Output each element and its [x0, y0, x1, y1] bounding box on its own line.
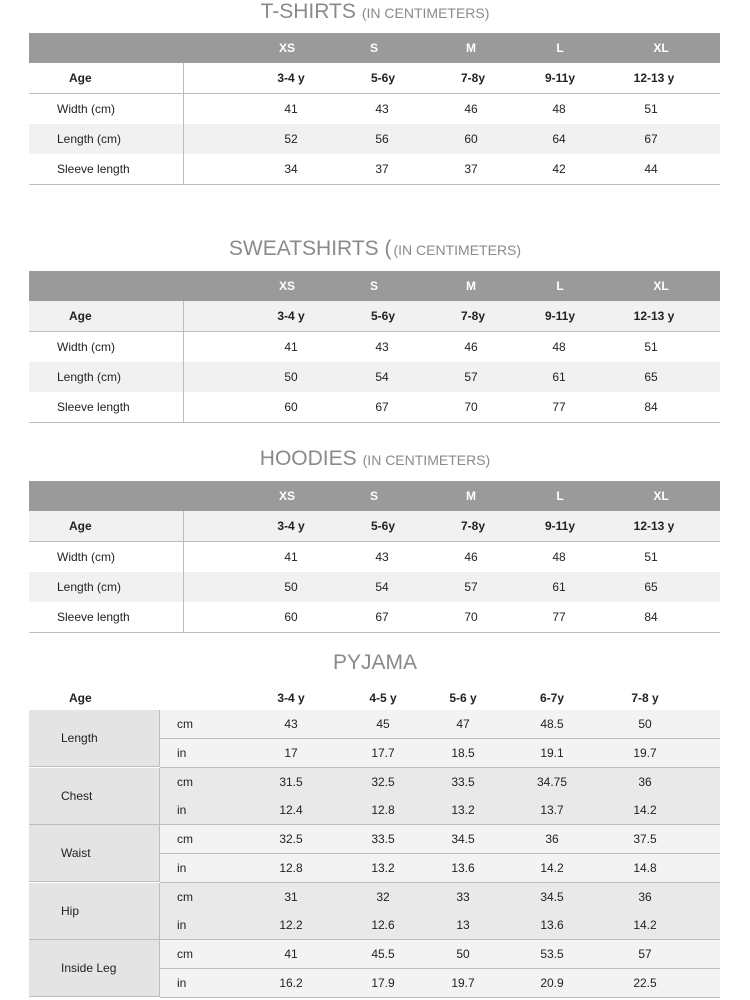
table-row — [29, 392, 720, 423]
cell: 70 — [464, 400, 478, 414]
cell: 37 — [464, 162, 478, 176]
pyjama-group-label-cell — [29, 940, 160, 997]
size-xl: XL — [653, 279, 669, 293]
row-label: Sleeve length — [57, 400, 130, 414]
cell: 41 — [284, 102, 298, 116]
cell: 50 — [456, 947, 470, 962]
cell: 48 — [552, 102, 566, 116]
pyjama-group — [29, 710, 720, 767]
cell: 46 — [464, 550, 478, 564]
hoodies-table — [29, 481, 720, 633]
row-label: Length (cm) — [57, 370, 122, 384]
table-row — [29, 362, 720, 393]
cell: 18.5 — [451, 745, 475, 760]
cell: 50 — [284, 370, 298, 384]
size-s: S — [369, 41, 379, 55]
cell: 12.8 — [371, 803, 395, 818]
table-row — [29, 124, 720, 155]
cell: 12.4 — [279, 803, 303, 818]
cell: 48 — [552, 550, 566, 564]
cell: 14.2 — [633, 803, 657, 818]
unit-label: in — [177, 975, 187, 990]
hoodies-title-main: HOODIES — [259, 447, 357, 470]
cell: 31.5 — [279, 774, 303, 789]
age-value: 6-7y — [539, 691, 565, 705]
cell: 57 — [464, 370, 478, 384]
cell: 12.2 — [279, 918, 303, 933]
unit-label: cm — [177, 832, 193, 847]
column-divider — [183, 511, 184, 633]
cell: 43 — [375, 102, 389, 116]
cell: 14.2 — [540, 860, 564, 875]
sweatshirts-title — [0, 237, 750, 261]
unit-label: in — [177, 803, 187, 818]
pyjama-row-cm — [160, 940, 720, 969]
size-header-row — [29, 271, 720, 301]
cell: 65 — [644, 580, 658, 594]
cell: 46 — [464, 340, 478, 354]
age-label: Age — [69, 309, 92, 323]
age-value: 12-13 y — [633, 519, 675, 533]
cell: 67 — [375, 400, 389, 414]
cell: 60 — [464, 132, 478, 146]
cell: 31 — [284, 889, 298, 904]
cell: 36 — [638, 774, 652, 789]
size-xs: XS — [278, 489, 296, 503]
pyjama-group-label: Hip — [61, 903, 80, 918]
row-label: Sleeve length — [57, 162, 130, 176]
age-value: 9-11y — [544, 71, 576, 85]
cell: 17.9 — [371, 975, 395, 990]
cell: 45 — [376, 717, 390, 731]
tshirts-table — [29, 33, 720, 185]
age-value: 4-5 y — [369, 691, 397, 705]
table-row — [29, 332, 720, 363]
hoodies-title-sub: (IN CENTIMETERS) — [362, 452, 491, 468]
age-value: 7-8 y — [631, 691, 659, 705]
pyjama-row-in — [160, 969, 720, 998]
pyjama-group-label-cell — [29, 883, 160, 940]
age-value: 7-8y — [460, 71, 486, 85]
cell: 67 — [375, 610, 389, 624]
cell: 33 — [456, 889, 470, 904]
sweatshirts-table — [29, 271, 720, 423]
tshirts-title-main: T-SHIRTS — [260, 0, 356, 23]
pyjama-group-label: Chest — [61, 788, 93, 803]
cell: 33.5 — [451, 774, 475, 789]
cell: 33.5 — [371, 832, 395, 847]
pyjama-title — [0, 651, 750, 675]
column-divider — [183, 301, 184, 423]
cell: 43 — [284, 717, 298, 731]
cell: 50 — [638, 717, 652, 731]
pyjama-row-in — [160, 739, 720, 768]
table-row — [29, 572, 720, 603]
cell: 57 — [638, 947, 652, 962]
unit-label: in — [177, 918, 187, 933]
age-label: Age — [69, 691, 92, 705]
cell: 77 — [552, 400, 566, 414]
pyjama-group-label: Waist — [61, 846, 91, 861]
cell: 13 — [456, 918, 470, 933]
age-value: 7-8y — [460, 309, 486, 323]
cell: 43 — [375, 340, 389, 354]
unit-label: cm — [177, 774, 193, 789]
pyjama-row-cm — [160, 768, 720, 797]
size-s: S — [369, 279, 379, 293]
cell: 17 — [284, 745, 298, 760]
pyjama-row-cm — [160, 883, 720, 912]
table-row — [29, 154, 720, 185]
cell: 32.5 — [371, 774, 395, 789]
age-value: 3-4 y — [277, 519, 305, 533]
cell: 42 — [552, 162, 566, 176]
age-row — [29, 511, 720, 542]
age-row — [29, 63, 720, 94]
cell: 60 — [284, 610, 298, 624]
size-xl: XL — [653, 489, 669, 503]
cell: 61 — [552, 580, 566, 594]
age-value: 9-11y — [544, 309, 576, 323]
cell: 47 — [456, 717, 470, 731]
pyjama-row-in — [160, 854, 720, 883]
cell: 34 — [284, 162, 298, 176]
size-l: L — [556, 41, 564, 55]
size-l: L — [556, 489, 564, 503]
unit-label: cm — [177, 717, 193, 731]
pyjama-group-label: Inside Leg — [61, 961, 117, 976]
pyjama-row-cm — [160, 710, 720, 739]
cell: 46 — [464, 102, 478, 116]
age-value: 12-13 y — [633, 71, 675, 85]
age-value: 7-8y — [460, 519, 486, 533]
row-label: Sleeve length — [57, 610, 130, 624]
cell: 50 — [284, 580, 298, 594]
pyjama-title-main: PYJAMA — [332, 651, 418, 674]
cell: 34.5 — [451, 832, 475, 847]
cell: 54 — [375, 370, 389, 384]
row-label: Length (cm) — [57, 132, 122, 146]
cell: 77 — [552, 610, 566, 624]
size-xl: XL — [653, 41, 669, 55]
cell: 51 — [644, 340, 658, 354]
pyjama-age-row — [29, 686, 720, 710]
size-s: S — [369, 489, 379, 503]
age-value: 9-11y — [544, 519, 576, 533]
pyjama-group-label-cell — [29, 710, 160, 767]
cell: 16.2 — [279, 975, 303, 990]
cell: 45.5 — [371, 947, 395, 962]
cell: 20.9 — [540, 975, 564, 990]
pyjama-group-label: Length — [61, 731, 98, 745]
cell: 12.6 — [371, 918, 395, 933]
cell: 65 — [644, 370, 658, 384]
age-value: 5-6y — [370, 309, 396, 323]
cell: 12.8 — [279, 860, 303, 875]
row-label: Width (cm) — [57, 340, 115, 354]
size-header-row — [29, 481, 720, 511]
pyjama-table — [29, 710, 720, 998]
pyjama-group-label-cell — [29, 825, 160, 882]
cell: 41 — [284, 550, 298, 564]
pyjama-group — [29, 883, 720, 940]
table-row — [29, 542, 720, 573]
pyjama-row-cm — [160, 825, 720, 854]
cell: 41 — [284, 340, 298, 354]
cell: 57 — [464, 580, 478, 594]
column-divider — [183, 63, 184, 185]
cell: 84 — [644, 400, 658, 414]
age-label: Age — [69, 519, 92, 533]
cell: 36 — [638, 889, 652, 904]
age-value: 3-4 y — [277, 71, 305, 85]
age-value: 3-4 y — [277, 691, 305, 705]
cell: 17.7 — [371, 745, 395, 760]
cell: 14.2 — [633, 918, 657, 933]
size-xs: XS — [278, 41, 296, 55]
unit-label: cm — [177, 889, 193, 904]
table-row — [29, 602, 720, 633]
sweatshirts-title-main: SWEATSHIRTS ( — [228, 237, 392, 260]
tshirts-title-sub: (IN CENTIMETERS) — [361, 5, 490, 21]
row-label: Width (cm) — [57, 550, 115, 564]
cell: 43 — [375, 550, 389, 564]
cell: 56 — [375, 132, 389, 146]
cell: 52 — [284, 132, 298, 146]
unit-label: cm — [177, 947, 193, 962]
cell: 84 — [644, 610, 658, 624]
tshirts-title — [0, 0, 750, 24]
cell: 32.5 — [279, 832, 303, 847]
cell: 32 — [376, 889, 390, 904]
row-label: Width (cm) — [57, 102, 115, 116]
cell: 19.7 — [633, 745, 657, 760]
cell: 44 — [644, 162, 658, 176]
cell: 70 — [464, 610, 478, 624]
cell: 67 — [644, 132, 658, 146]
cell: 22.5 — [633, 975, 657, 990]
age-value: 5-6y — [370, 519, 396, 533]
cell: 53.5 — [540, 947, 564, 962]
age-value: 12-13 y — [633, 309, 675, 323]
cell: 34.5 — [540, 889, 564, 904]
cell: 13.6 — [540, 918, 564, 933]
cell: 64 — [552, 132, 566, 146]
cell: 41 — [284, 947, 298, 962]
table-row — [29, 94, 720, 125]
cell: 14.8 — [633, 860, 657, 875]
size-header-row — [29, 33, 720, 63]
cell: 48.5 — [540, 717, 564, 731]
pyjama-group — [29, 940, 720, 997]
cell: 51 — [644, 550, 658, 564]
cell: 19.1 — [540, 745, 564, 760]
cell: 37 — [375, 162, 389, 176]
cell: 34.75 — [536, 774, 568, 789]
cell: 19.7 — [451, 975, 475, 990]
cell: 36 — [545, 832, 559, 847]
size-m: M — [466, 279, 476, 293]
cell: 13.2 — [451, 803, 475, 818]
cell: 60 — [284, 400, 298, 414]
pyjama-group — [29, 825, 720, 882]
cell: 37.5 — [633, 832, 657, 847]
row-label: Length (cm) — [57, 580, 122, 594]
age-value: 5-6 y — [449, 691, 477, 705]
unit-label: in — [177, 860, 187, 875]
cell: 13.7 — [540, 803, 564, 818]
age-value: 3-4 y — [277, 309, 305, 323]
hoodies-title — [0, 447, 750, 471]
cell: 51 — [644, 102, 658, 116]
cell: 61 — [552, 370, 566, 384]
age-value: 5-6y — [370, 71, 396, 85]
age-label: Age — [69, 71, 92, 85]
cell: 48 — [552, 340, 566, 354]
size-xs: XS — [278, 279, 296, 293]
pyjama-row-in — [160, 911, 720, 940]
size-m: M — [466, 41, 476, 55]
pyjama-row-in — [160, 796, 720, 825]
cell: 54 — [375, 580, 389, 594]
size-l: L — [556, 279, 564, 293]
cell: 13.6 — [451, 860, 475, 875]
unit-label: in — [177, 745, 187, 760]
size-m: M — [466, 489, 476, 503]
pyjama-group-label-cell — [29, 768, 160, 825]
age-row — [29, 301, 720, 332]
pyjama-group — [29, 768, 720, 825]
sweatshirts-title-sub: (IN CENTIMETERS) — [393, 242, 522, 258]
cell: 13.2 — [371, 860, 395, 875]
